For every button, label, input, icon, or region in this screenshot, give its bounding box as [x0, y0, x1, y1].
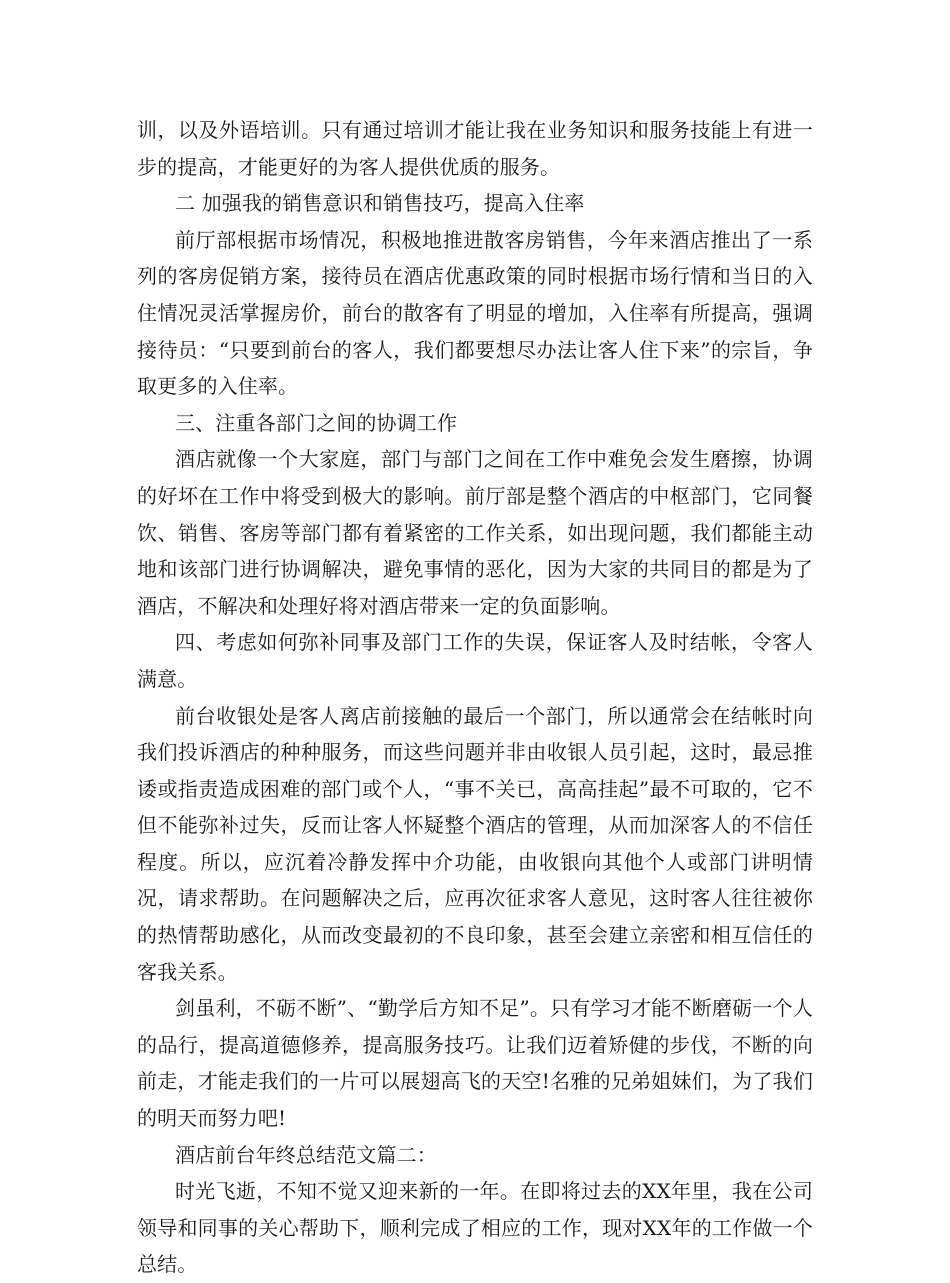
section-heading-sales: 二 加强我的销售意识和销售技巧，提高入住率	[175, 191, 585, 216]
paragraph-year-summary: 时光飞逝，不知不觉又迎来新的一年。在即将过去的XX年里，我在公司领导和同事的关心帮助下，顺利完成了相应的工作，现对XX年的工作做一个总结。	[137, 1179, 813, 1277]
document-body	[137, 112, 813, 1283]
paragraph-training-continuation: 训，以及外语培训。只有通过培训才能让我在业务知识和服务技能上有进一步的提高，才能更好的为客人提供优质的服务。	[137, 118, 813, 179]
section-heading-part-two: 酒店前台年终总结范文篇二：	[175, 1142, 437, 1167]
section-heading-coordination: 三、注重各部门之间的协调工作	[175, 410, 458, 435]
section-heading-mistakes: 四、考虑如何弥补同事及部门工作的失误，保证客人及时结帐，令客人满意。	[137, 630, 813, 691]
paragraph-coordination: 酒店就像一个大家庭，部门与部门之间在工作中难免会发生磨擦，协调的好坏在工作中将受到极大的影响。前厅部是整个酒店的中枢部门，它同餐饮、销售、客房等部门都有着紧密的工作关系，如出现问题，我们都能主动地和该部门进行协调解决，避免事情的恶化，因为大家的共同目的都是为了酒店，不解决和处理好将对酒店带来一定的负面影响。	[137, 447, 813, 618]
paragraph-sales: 前厅部根据市场情况，积极地推进散客房销售，今年来酒店推出了一系列的客房促销方案，接待员在酒店优惠政策的同时根据市场行情和当日的入住情况灵活掌握房价，前台的散客有了明显的增加，入住率有所提高，强调接待员：“只要到前台的客人，我们都要想尽办法让客人住下来”的宗旨，争取更多的入住率。	[137, 227, 813, 399]
paragraph-learning: 剑虽利，不砺不断”、“勤学后方知不足”。只有学习才能不断磨砺一个人的品行，提高道德修养，提高服务技巧。让我们迈着矫健的步伐，不断的向前走，才能走我们的一片可以展翅高飞的天空!名雅的兄弟姐妹们，为了我们的明天而努力吧!	[137, 996, 813, 1131]
paragraph-cashier: 前台收银处是客人离店前接触的最后一个部门，所以通常会在结帐时向我们投诉酒店的种种服务，而这些问题并非由收银人员引起，这时，最忌推诿或指责造成困难的部门或个人，“事不关已，高高挂起”最不可取的，它不但不能弥补过失，反而让客人怀疑整个酒店的管理，从而加深客人的不信任程度。所以，应沉着冷静发挥中介功能，由收银向其他个人或部门讲明情况，请求帮助。在问题解决之后，应再次征求客人意见，这时客人往往被你的热情帮助感化，从而改变最初的不良印象，甚至会建立亲密和相互信任的客我关系。	[137, 703, 813, 984]
